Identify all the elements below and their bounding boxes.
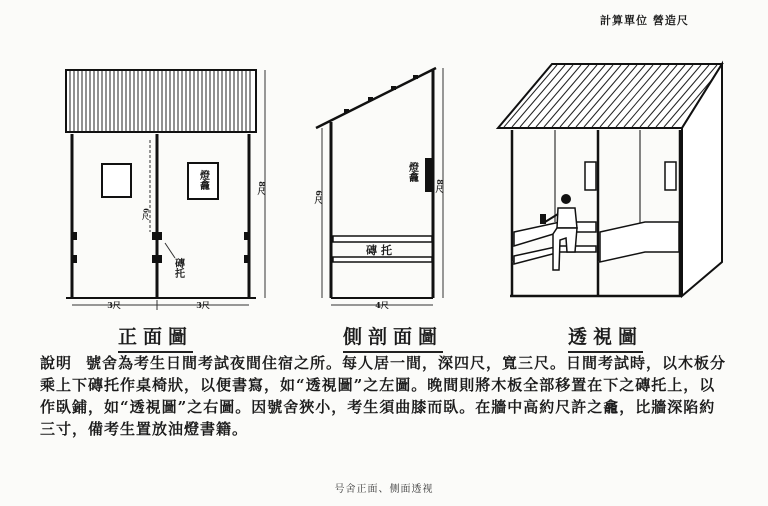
explanation-label: 說明: [40, 354, 73, 372]
side-lamp-niche-label: 燈龕: [406, 162, 418, 182]
footer-caption: 号舍正面、侧面透视: [334, 484, 434, 495]
side-brick-ledge-label: 磚托: [366, 244, 396, 257]
front-height-label: 8尺: [257, 181, 267, 195]
front-ledge-leader: [165, 243, 175, 258]
persp-bed-board: [600, 222, 679, 262]
unit-note: 計算單位 營造尺: [600, 14, 689, 27]
side-lower-ledge: [333, 257, 432, 262]
side-upper-ledge: [333, 236, 432, 242]
front-lamp-niche-label: 燈龕: [197, 170, 209, 190]
side-depth-label: 4尺: [375, 300, 389, 310]
side-lamp-niche: [425, 158, 432, 192]
perspective-view-drawing: [498, 64, 722, 296]
side-section-drawing: [314, 68, 445, 310]
front-view-caption: 正面圖: [118, 322, 193, 353]
front-brick-ledge-label: 磚托: [172, 258, 184, 278]
explanation-text: 號舍為考生日間考試夜間住宿之所。每人居一間，深四尺，寬三尺。日間考試時，以木板分乘上下磚托作桌椅狀，以便書寫，如“透視圖”之左圖。晚間則將木板全部移置在下之磚托上，以作臥鋪，如“透視圖”之右圖。因號舍狹小，考生須曲膝而臥。在牆中高約尺許之龕，比牆深陷約三寸，備考生置放油燈書籍。: [40, 354, 727, 438]
front-view-drawing: [66, 70, 267, 310]
front-lamp-niche-left: [102, 164, 131, 197]
side-back-height-label: 8尺: [435, 179, 445, 193]
front-mid-height-label: 6尺: [141, 208, 151, 220]
front-width-left-label: 3尺: [107, 300, 121, 310]
perspective-view-caption: 透視圖: [568, 322, 643, 353]
persp-lamp-niche-right: [665, 162, 676, 190]
explanation-block: [40, 352, 730, 440]
persp-lamp-niche-left: [585, 162, 596, 190]
side-front-height-label: 6尺: [314, 190, 324, 204]
side-section-caption: 側剖面圖: [343, 322, 443, 353]
front-brick-ledges: [72, 232, 249, 263]
front-width-right-label: 3尺: [196, 300, 210, 310]
persp-front-frame: [510, 130, 682, 296]
